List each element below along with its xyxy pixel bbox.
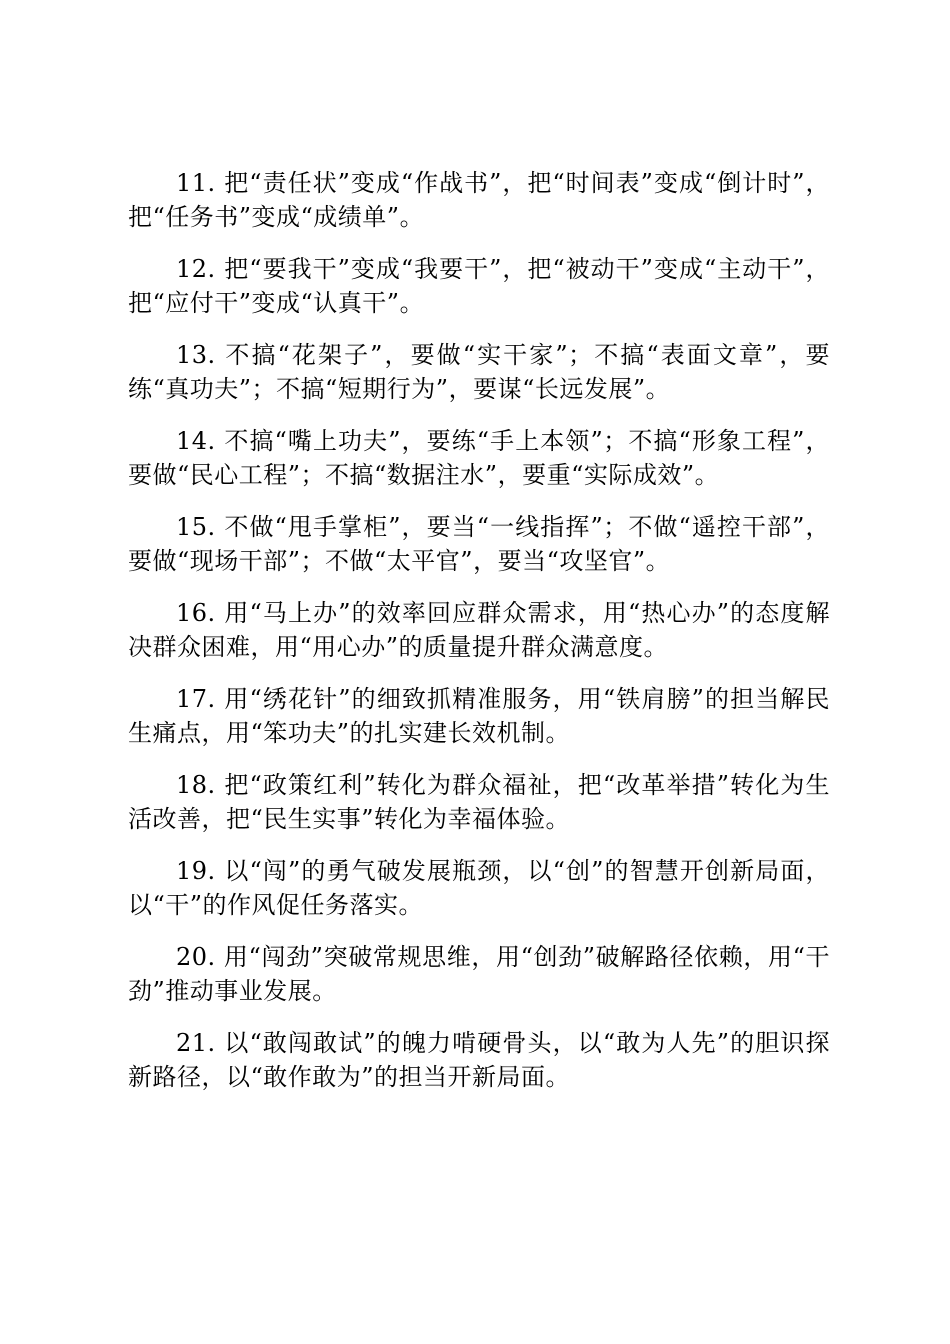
paragraph-16: 16. 用“马上办”的效率回应群众需求，用“热心办”的态度解决群众困难，用“用心办”的质量提升群众满意度。 xyxy=(128,599,830,661)
paragraph-14: 14. 不搞“嘴上功夫”，要练“手上本领”；不搞“形象工程”，要做“民心工程”；不搞“数据注水”，要重“实际成效”。 xyxy=(128,427,830,489)
paragraph-21: 21. 以“敢闯敢试”的魄力啃硬骨头，以“敢为人先”的胆识探新路径，以“敢作敢为”的担当开新局面。 xyxy=(128,1029,830,1091)
paragraph-12: 12. 把“要我干”变成“我要干”，把“被动干”变成“主动干”，把“应付干”变成“认真干”。 xyxy=(128,255,830,317)
paragraph-13: 13. 不搞“花架子”，要做“实干家”；不搞“表面文章”，要练“真功夫”；不搞“短期行为”，要谋“长远发展”。 xyxy=(128,341,830,403)
paragraph-15: 15. 不做“甩手掌柜”，要当“一线指挥”；不做“遥控干部”，要做“现场干部”；不做“太平官”，要当“攻坚官”。 xyxy=(128,513,830,575)
paragraph-11: 11. 把“责任状”变成“作战书”，把“时间表”变成“倒计时”，把“任务书”变成“成绩单”。 xyxy=(128,169,830,231)
paragraph-17: 17. 用“绣花针”的细致抓精准服务，用“铁肩膀”的担当解民生痛点，用“笨功夫”的扎实建长效机制。 xyxy=(128,685,830,747)
paragraph-20: 20. 用“闯劲”突破常规思维，用“创劲”破解路径依赖，用“干劲”推动事业发展。 xyxy=(128,943,830,1005)
document-body xyxy=(128,166,830,1112)
paragraph-18: 18. 把“政策红利”转化为群众福祉，把“改革举措”转化为生活改善，把“民生实事”转化为幸福体验。 xyxy=(128,771,830,833)
paragraph-19: 19. 以“闯”的勇气破发展瓶颈，以“创”的智慧开创新局面，以“干”的作风促任务落实。 xyxy=(128,857,830,919)
